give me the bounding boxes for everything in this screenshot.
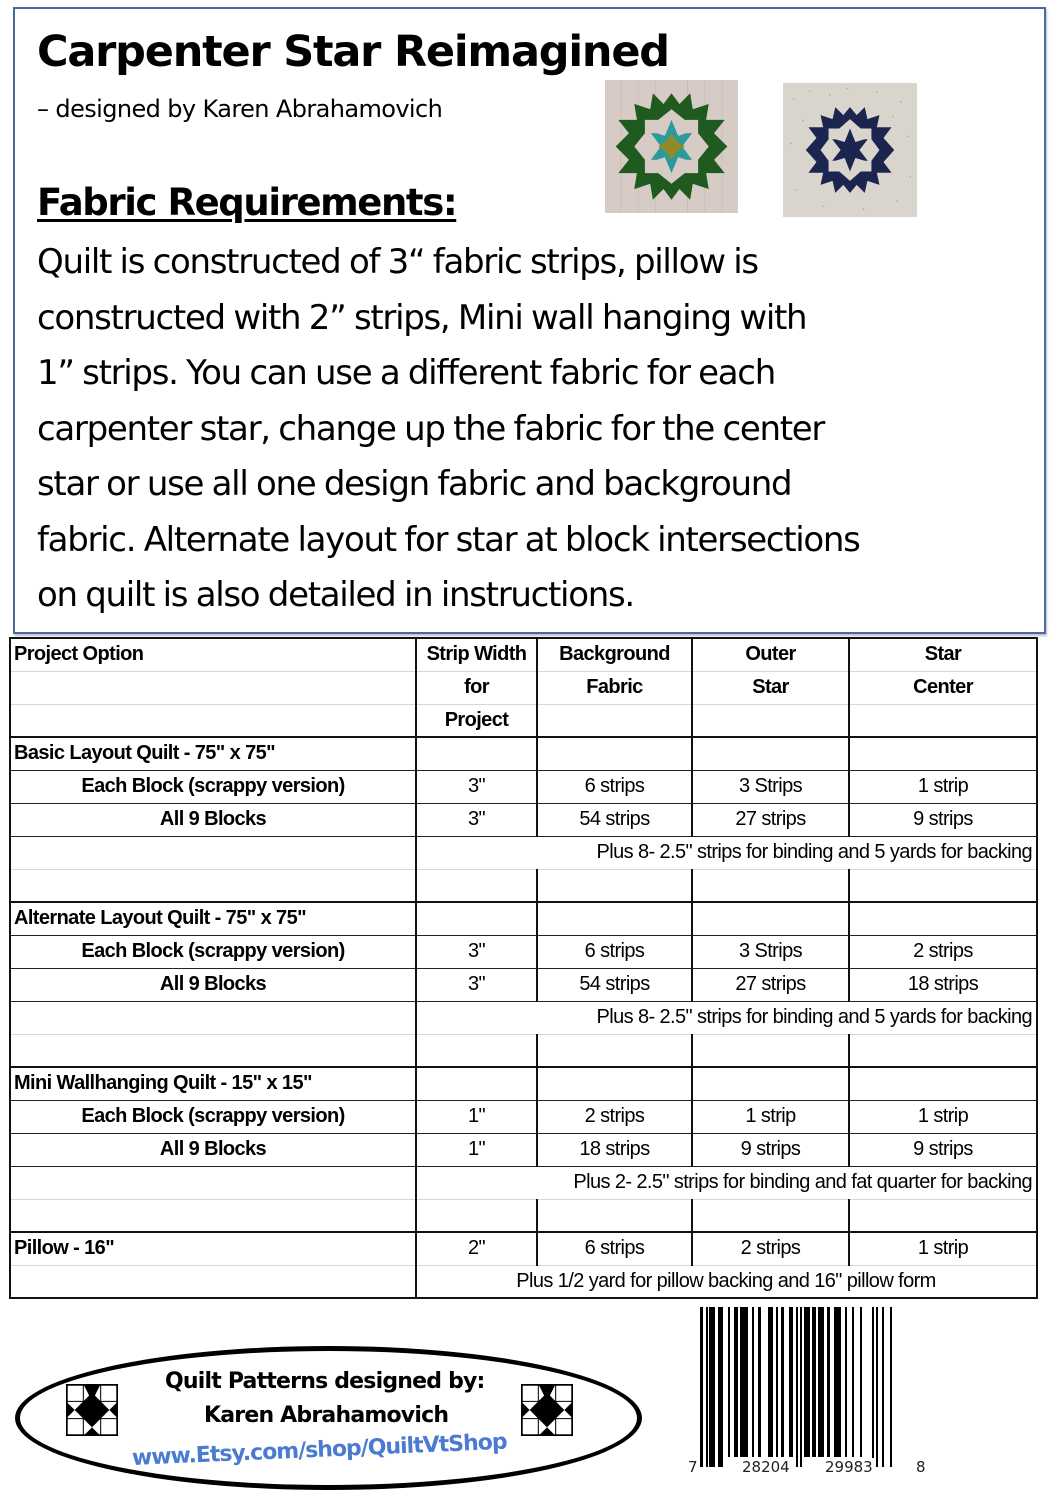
strip-width-cell: 1" [416,1100,537,1133]
column-header-strip-width: Strip Width [416,638,537,671]
sawtooth-star-block-icon [521,1384,573,1436]
barcode-digit-right: 8 [916,1458,926,1476]
paragraph-line: constructed with 2” strips, Mini wall hanging with [37,297,807,338]
outer-star-cell: 2 strips [692,1232,849,1265]
outer-star-cell: 27 strips [692,968,849,1001]
outer-star-cell: 27 strips [692,803,849,836]
table-header-row [10,704,1037,737]
fabric-requirements-heading: Fabric Requirements: [37,181,457,224]
strip-width-cell: 2" [416,1232,537,1265]
column-header-star-center-line2: Center [849,671,1037,704]
star-center-cell: 1 strip [849,1232,1037,1265]
section-title-row [10,737,1037,770]
strip-width-cell: 3" [416,803,537,836]
row-label: Each Block (scrappy version) [10,1100,416,1133]
note-row [10,1166,1037,1199]
binding-backing-note: Plus 8- 2.5" strips for binding and 5 yards for backing [416,836,1037,869]
strip-width-cell: 1" [416,1133,537,1166]
note-row [10,1265,1037,1298]
carpenter-star-green-icon [605,80,738,213]
table-row [10,1133,1037,1166]
spacer-row [10,1034,1037,1067]
logo-tagline: Quilt Patterns designed by: [165,1369,485,1394]
background-cell: 6 strips [537,1232,692,1265]
fabric-requirements-description [37,235,1037,624]
table-row [10,1100,1037,1133]
table-header-row [10,671,1037,704]
table-row [10,1232,1037,1265]
table-row [10,770,1037,803]
background-cell: 6 strips [537,770,692,803]
background-cell: 6 strips [537,935,692,968]
etsy-shop-link[interactable]: www.Etsy.com/shop/QuiltVtShop [131,1429,508,1471]
paragraph-line: carpenter star, change up the fabric for the center [37,408,825,449]
row-label: All 9 Blocks [10,1133,416,1166]
fabric-requirements-box [13,7,1046,634]
column-header-background-fabric-line2: Fabric [537,671,692,704]
upc-barcode-icon [690,1307,930,1482]
designer-subtitle: – designed by Karen Abrahamovich [37,95,443,123]
pillow-backing-note: Plus 1/2 yard for pillow backing and 16" pillow form [416,1265,1037,1298]
sawtooth-star-block-icon [66,1384,118,1436]
star-center-cell: 1 strip [849,1100,1037,1133]
row-label: All 9 Blocks [10,968,416,1001]
strip-width-cell: 3" [416,770,537,803]
binding-backing-note: Plus 8- 2.5" strips for binding and 5 yards for backing [416,1001,1037,1034]
column-header-background-fabric: Background [537,638,692,671]
paragraph-line: Quilt is constructed of 3“ fabric strips, pillow is [37,242,758,282]
strip-width-cell: 3" [416,935,537,968]
page-title: Carpenter Star Reimagined [37,27,669,77]
outer-star-cell: 9 strips [692,1133,849,1166]
green-star-quilt-block-photo [605,80,738,213]
carpenter-star-navy-icon [783,83,917,217]
table-row [10,935,1037,968]
section-title-row [10,902,1037,935]
background-cell: 54 strips [537,968,692,1001]
barcode-digits-group1: 28204 [742,1458,790,1476]
column-header-star-center: Star [849,638,1037,671]
note-row [10,1001,1037,1034]
section-title: Mini Wallhanging Quilt - 15" x 15" [10,1067,416,1100]
background-cell: 18 strips [537,1133,692,1166]
navy-star-quilt-block-photo [783,83,917,217]
fabric-requirements-table [9,637,1038,1299]
column-header-strip-width-line3: Project [416,704,537,737]
background-cell: 54 strips [537,803,692,836]
row-label: All 9 Blocks [10,803,416,836]
outer-star-cell: 3 Strips [692,770,849,803]
paragraph-line: star or use all one design fabric and background [37,464,792,504]
binding-backing-note: Plus 2- 2.5" strips for binding and fat quarter for backing [416,1166,1037,1199]
note-row [10,836,1037,869]
paragraph-line: 1” strips. You can use a different fabric for each [37,353,775,393]
star-center-cell: 9 strips [849,803,1037,836]
section-title-row [10,1067,1037,1100]
outer-star-cell: 3 Strips [692,935,849,968]
section-title: Pillow - 16" [10,1232,416,1265]
star-center-cell: 1 strip [849,770,1037,803]
table-header-row [10,638,1037,671]
star-center-cell: 18 strips [849,968,1037,1001]
row-label: Each Block (scrappy version) [10,935,416,968]
section-title: Basic Layout Quilt - 75" x 75" [10,737,416,770]
table-row [10,968,1037,1001]
paragraph-line: on quilt is also detailed in instructions. [37,575,634,615]
logo-designer-name: Karen Abrahamovich [204,1403,449,1428]
table-row [10,803,1037,836]
column-header-strip-width-line2: for [416,671,537,704]
spacer-row [10,869,1037,902]
section-title: Alternate Layout Quilt - 75" x 75" [10,902,416,935]
outer-star-cell: 1 strip [692,1100,849,1133]
column-header-project-option: Project Option [10,638,416,671]
barcode-digits-group2: 29983 [825,1458,873,1476]
star-center-cell: 9 strips [849,1133,1037,1166]
background-cell: 2 strips [537,1100,692,1133]
barcode-digit-left: 7 [688,1458,698,1476]
star-center-cell: 2 strips [849,935,1037,968]
column-header-outer-star: Outer [692,638,849,671]
column-header-outer-star-line2: Star [692,671,849,704]
row-label: Each Block (scrappy version) [10,770,416,803]
spacer-row [10,1199,1037,1232]
paragraph-line: fabric. Alternate layout for star at block intersections [37,519,860,560]
strip-width-cell: 3" [416,968,537,1001]
